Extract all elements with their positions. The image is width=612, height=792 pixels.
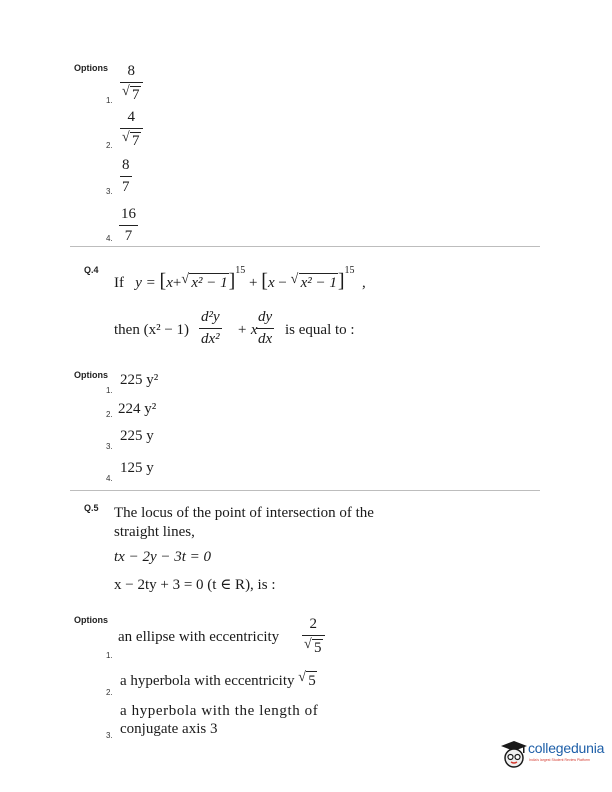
option-fraction: $\frac{8}{7}$ bbox=[122, 157, 130, 195]
option-number: 4. bbox=[106, 234, 113, 243]
option-text: 225 y bbox=[120, 428, 154, 444]
q4-then-text: then (x² − 1) bbox=[114, 322, 190, 338]
option-fraction: 8 √ 7 bbox=[120, 64, 143, 103]
option-number: 1. bbox=[106, 386, 113, 395]
option-text: 225 y² bbox=[120, 372, 159, 388]
option-number: 3. bbox=[106, 442, 113, 451]
option-text: a hyperbola with the length of bbox=[120, 703, 319, 719]
q4-dy-dx: $\frac{dy}{dx}$ bbox=[258, 309, 273, 347]
option-number: 1. bbox=[106, 96, 113, 105]
option-fraction: 2 √ 5 bbox=[302, 617, 325, 656]
option-number: 2. bbox=[106, 141, 113, 150]
question-label: Q.4 bbox=[84, 265, 99, 275]
option-number: 4. bbox=[106, 474, 113, 483]
option-fraction: 4 √ 7 bbox=[120, 110, 143, 149]
options-label: Options bbox=[74, 615, 108, 625]
option-text: 224 y² bbox=[118, 401, 157, 417]
option-number: 3. bbox=[106, 187, 113, 196]
option-number: 2. bbox=[106, 410, 113, 419]
q4-plus-x: + x bbox=[237, 322, 258, 338]
options-label: Options bbox=[74, 370, 108, 380]
q5-text-line2: straight lines, bbox=[114, 524, 195, 540]
question-label: Q.5 bbox=[84, 503, 99, 513]
option-fraction: $\frac{16}{7}$ bbox=[121, 206, 136, 244]
option-number: 1. bbox=[106, 651, 113, 660]
q5-text-line1: The locus of the point of intersection of the bbox=[114, 505, 374, 521]
q4-tail-text: is equal to : bbox=[285, 322, 355, 338]
option-number: 3. bbox=[106, 731, 113, 740]
logo-wordmark: collegedunia bbox=[528, 740, 605, 756]
options-label: Options bbox=[74, 63, 108, 73]
q4-d2y-dx2: $\frac{\text{d²y}}{\text{dx²}}$ bbox=[201, 309, 220, 347]
divider bbox=[70, 246, 540, 247]
q5-equation-2: x − 2ty + 3 = 0 (t ∈ R), is : bbox=[114, 577, 276, 593]
option-number: 2. bbox=[106, 688, 113, 697]
option-text: an ellipse with eccentricity bbox=[118, 629, 280, 645]
graduation-mascot-icon bbox=[500, 740, 528, 770]
option-text: 125 y bbox=[120, 460, 154, 476]
collegedunia-logo bbox=[500, 738, 608, 772]
q5-equation-1: tx − 2y − 3t = 0 bbox=[114, 549, 212, 565]
logo-tagline: India's largest Student Review Platform bbox=[529, 758, 590, 762]
option-text: a hyperbola with eccentricity √ 5 bbox=[120, 670, 316, 689]
divider bbox=[70, 490, 540, 491]
option-text: conjugate axis 3 bbox=[120, 721, 218, 737]
q4-equation-line1: If y = [x+ √ x² − 1]$^{15}$ + [x − √ x² − 1]$^{15}$ , bbox=[114, 265, 366, 292]
